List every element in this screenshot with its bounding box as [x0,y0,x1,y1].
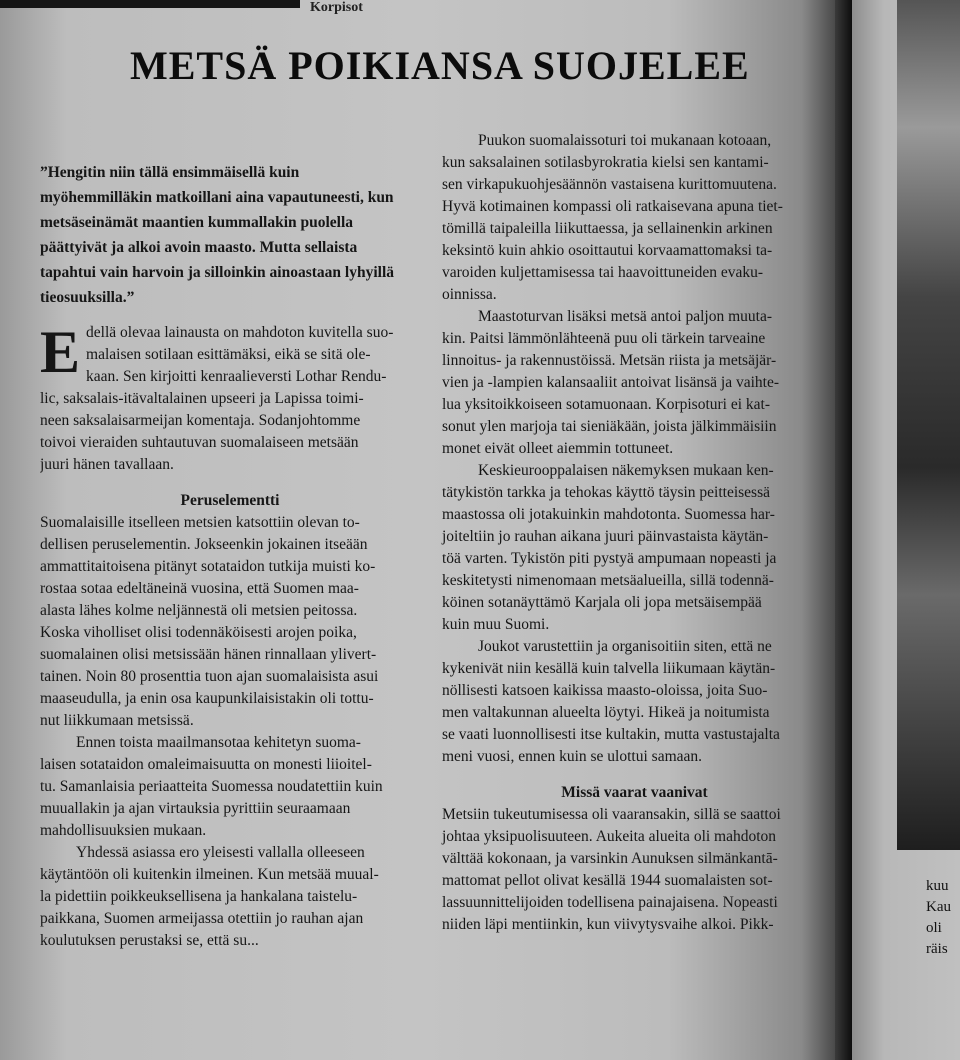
text-line: kuin muu Suomi. [442,616,550,633]
text-line: tainen. Noin 80 prosenttia tuon ajan suomalaisista asui [40,668,379,685]
intro-paragraph [40,322,420,476]
text-line: tömillä taipaleilla liikuttaessa, ja sellainenkin arkinen [442,220,773,237]
text-line: metsäseinämät maantien kummallakin puolella [40,214,354,231]
text-line: oinnissa. [442,286,497,303]
text-line: la pidettiin poikkeuksellisena ja hankalana taistelu- [40,888,358,905]
text-line: laisen sotataidon omaleimaisuutta on monesti liioitel- [40,756,372,773]
text-line: tieosuuksilla.” [40,289,135,306]
text-line: lic, saksalais-itävaltalainen upseeri ja Lapissa toimi- [40,390,364,407]
text-line: kaan. Sen kirjoitti kenraalieversti Lothar Rendu- [86,368,387,385]
text-line: Suomalaisille itselleen metsien katsottiin olevan to- [40,514,360,531]
text-line: välttää kokonaan, ja varsinkin Aunuksen silmänkantā- [442,850,778,867]
text-line: Kau [926,899,951,915]
text-line: vien ja -lampien kalansaaliit antoivat lisänsä ja vaihte- [442,374,780,391]
book-gutter [835,0,852,1060]
text-line: dellisen peruselementin. Jokseenkin jokainen itseään [40,536,368,553]
text-line: oli [926,920,942,936]
text-line: Ennen toista maailmansotaa kehitetyn suoma- [76,734,361,751]
article-title: METSÄ POIKIANSA SUOJELEE [130,43,750,88]
text-line: johtaa yksipuolisuuteen. Aukeita alueita oli mahdoton [442,828,777,845]
text-line: keskitetysti nimenomaan metsäalueilla, sillä todennä- [442,572,774,589]
text-line: suomalainen olisi metsissään hänen rinnallaan ylivert- [40,646,377,663]
drop-cap: E [40,322,81,385]
text-line: kuu [926,878,949,894]
text-line: men valtakunnan alueelta löytyi. Hikeä ja noitumista [442,704,770,721]
running-head: Korpisot [310,0,363,15]
text-line: koulutuksen perustaksi se, että su... [40,932,259,949]
text-line: Yhdessä asiassa ero yleisesti vallalla olleeseen [76,844,365,861]
text-line: alasta lähes kolme neljännestä oli metsien peitossa. [40,602,358,619]
text-line: tu. Samanlaisia periaatteita Suomessa noudatettiin kuin [40,778,383,795]
text-line: juuri hänen tavallaan. [40,456,174,473]
facing-page-photo [897,0,960,850]
text-line: toivoi vieraiden suhtautuvan suomalaiseen metsään [40,434,359,451]
page-top-band [0,0,300,8]
text-line: sen virkapukuohjesäännön vastaisena kurittomuutena. [442,176,777,193]
text-line: muuallakin ja ajan virtauksia pyrittiin seuraamaan [40,800,351,817]
text-line: kun saksalainen sotilasbyrokratia kielsi sen kantami- [442,154,769,171]
text-line: joiteltiin jo rauhan aikana juuri päinvastaista käytän- [442,528,769,545]
text-line: räis [926,941,948,957]
text-line: varoiden kuljettamisessa tai haavoittuneiden evaku- [442,264,764,281]
text-line: kin. Paitsi lämmönlähteenä puu oli tärkein tarveaine [442,330,766,347]
text-line: rostaa sotaa edeltäneinä vuosina, että Suomen maa- [40,580,359,597]
text-line: sonut ylen marjoja tai sieniäkään, joista jälkimmäisiin [442,418,777,435]
text-line: keksintö kuin ahkio osoittautui korvaamattomaksi ta- [442,242,773,259]
text-line: meni vuosi, ennen kuin se ulottui samaan. [442,748,703,765]
text-line: niiden läpi mentiinkin, kun viivytysvaihe alkoi. Pikk- [442,916,774,933]
text-line: tätykistön tarkka ja tehokas käyttö täysin peitteisessä [442,484,771,501]
text-line: Puukon suomalaissoturi toi mukanaan kotoaan, [478,132,772,149]
text-line: töä varten. Tykistön piti pystyä ampumaan nopeasti ja [442,550,777,567]
text-line: käytäntöön oli kuitenkin ilmeinen. Kun metsää muual- [40,866,379,883]
text-line: köinen sotanäyttämö Karjala oli jopa metsäisempää [442,594,762,611]
text-line: se vaati luonnollisesti itse kultakin, mutta vastustajalta [442,726,780,743]
text-line: malaisen sotilaan esittämäksi, eikä se sitä ole- [86,346,371,363]
text-line: ammattitaitoisena pitänyt sotataidon tutkija muisti ko- [40,558,376,575]
pull-quote [40,160,420,310]
section-heading: Peruselementti [180,492,280,509]
left-column [40,160,420,952]
text-line: monet eivät olleet aiemmin tottuneet. [442,440,674,457]
text-line: ”Hengitin niin tällä ensimmäisellä kuin [40,164,300,181]
text-line: lua yksitoikkoiseen sotamuonaan. Korpisoturi ei kat- [442,396,771,413]
text-line: kykenivät niin kesällä kuin talvella liikumaan käytän- [442,660,776,677]
text-line: mahdollisuuksien mukaan. [40,822,207,839]
text-line: lassuunnittelijoiden todellisena painajaisena. Nopeasti [442,894,778,911]
section-heading: Missä vaarat vaanivat [561,784,708,801]
text-line: Hyvä kotimainen kompassi oli ratkaisevana apuna tiet- [442,198,783,215]
right-column [442,130,827,936]
text-line: Joukot varustettiin ja organisoitiin siten, että ne [478,638,772,655]
text-line: neen saksalaisarmeijan komentaja. Sodanjohtomme [40,412,361,429]
text-line: päättyivät ja alkoi avoin maasto. Mutta sellaista [40,239,358,256]
text-line: paikkana, Suomen armeijassa otettiin jo rauhan ajan [40,910,364,927]
text-line: nut liikkumaan metsissä. [40,712,194,729]
text-line: Keskieurooppalaisen näkemyksen mukaan ken- [478,462,774,479]
text-line: linnoitus- ja rakennustöissä. Metsän riista ja metsäjär- [442,352,777,369]
text-line: tapahtui vain harvoin ja silloinkin ainoastaan lyhyillä [40,264,395,281]
text-line: Metsiin tukeutumisessa oli vaaransakin, sillä se saattoi [442,806,781,823]
facing-page-text [926,876,958,960]
text-line: Maastoturvan lisäksi metsä antoi paljon muuta- [478,308,773,325]
text-line: maastossa oli jotakuinkin mahdotonta. Suomessa har- [442,506,775,523]
text-line: myöhemmilläkin matkoillani aina vapautuneesti, kun [40,189,394,206]
text-line: Koska viholliset olisi todennäköisesti arojen poika, [40,624,357,641]
text-line: dellä olevaa lainausta on mahdoton kuvitella suo- [86,324,394,341]
text-line: maaseudulla, ja enin osa kaupunkilaisistakin oli tottu- [40,690,374,707]
text-line: mattomat pellot olivat kesällä 1944 suomalaisten sot- [442,872,773,889]
text-line: nöllisesti katsoen kaikissa maasto-oloissa, joita Suo- [442,682,768,699]
